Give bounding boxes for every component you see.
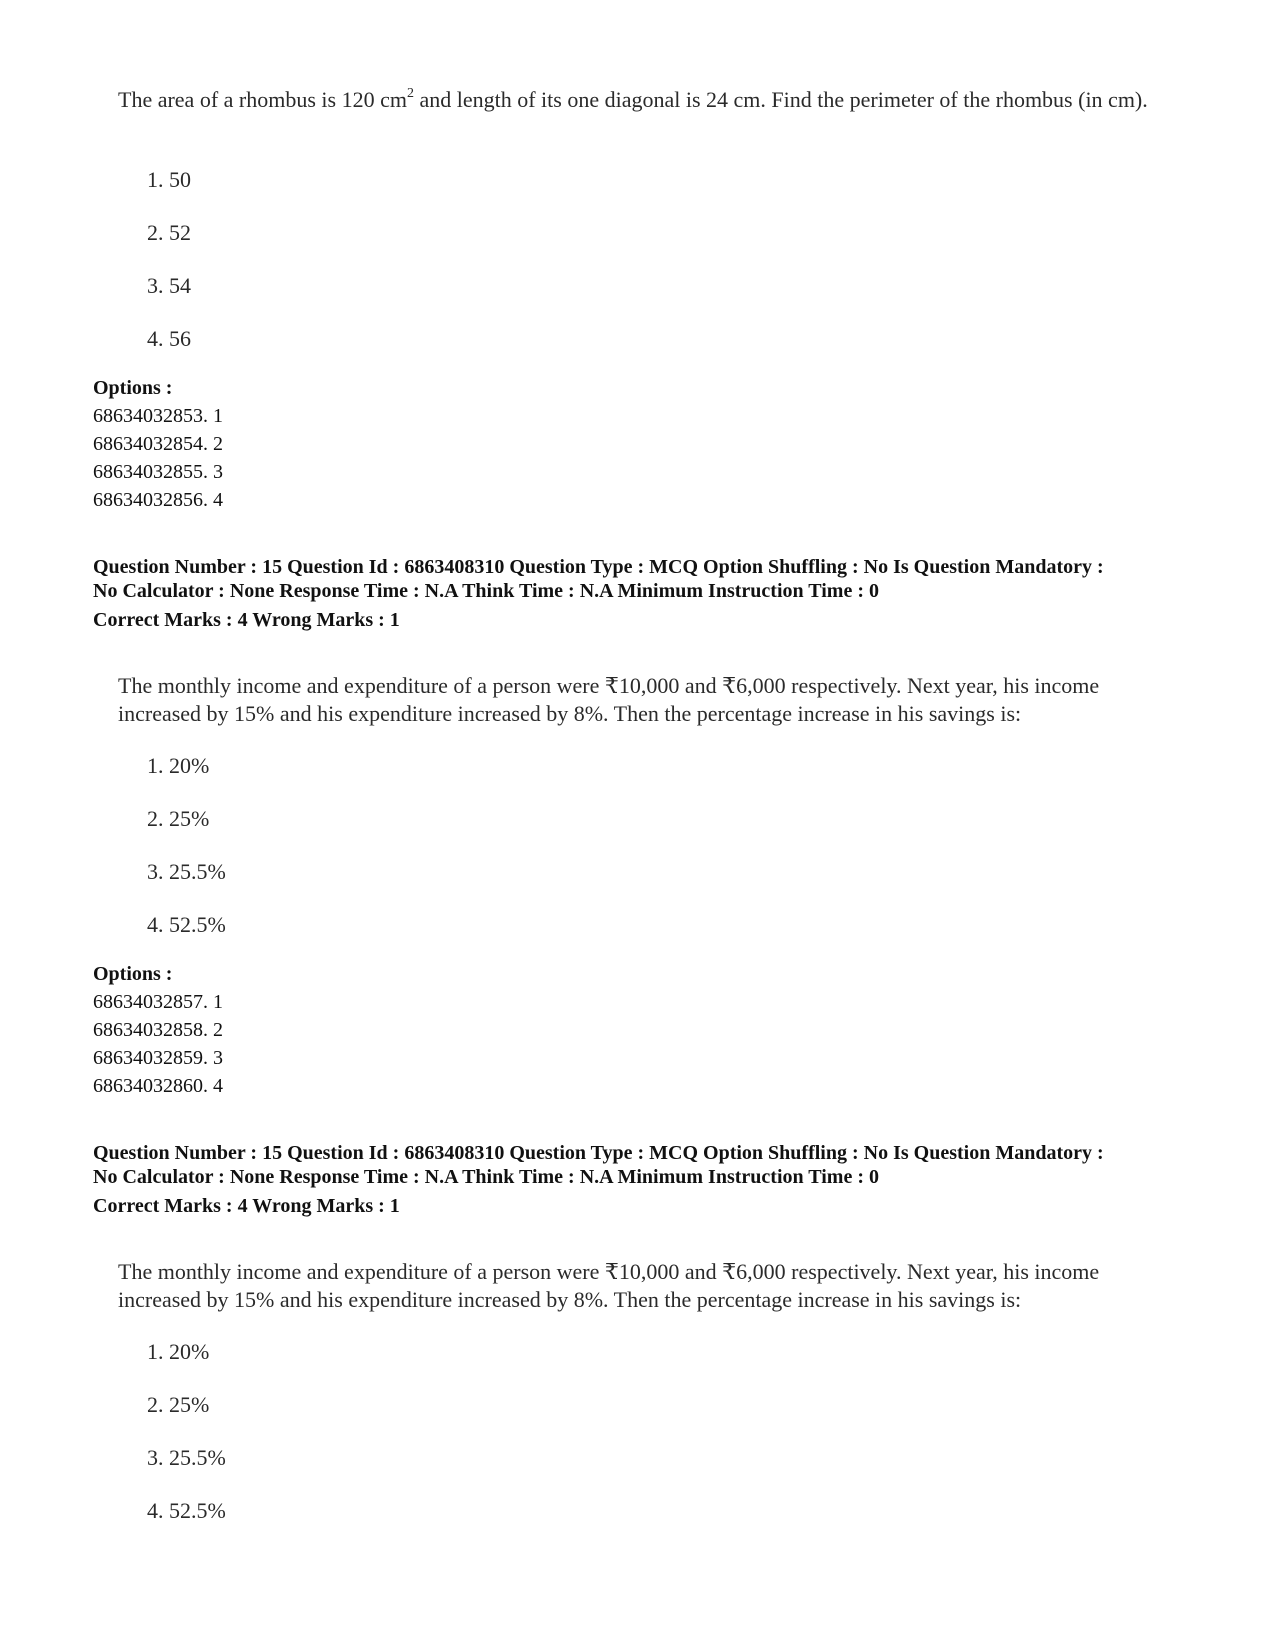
marks-line: Correct Marks : 4 Wrong Marks : 1 <box>93 609 400 631</box>
option-id-line: 68634032857. 1 <box>93 991 223 1013</box>
answer-choice-1: 1. 50 <box>147 167 191 192</box>
option-id-line: 68634032853. 1 <box>93 405 223 427</box>
superscript: 2 <box>406 86 414 101</box>
question-meta-line-2: No Calculator : None Response Time : N.A Think Time : N.A Minimum Instruction Time : 0 <box>93 1166 879 1188</box>
question-text-part: The area of a rhombus is 120 cm <box>118 87 407 112</box>
answer-choice-1: 1. 20% <box>147 1339 210 1364</box>
option-id-line: 68634032860. 4 <box>93 1075 223 1097</box>
option-id-line: 68634032856. 4 <box>93 489 223 511</box>
options-heading: Options : <box>93 377 173 399</box>
answer-choice-4: 4. 52.5% <box>147 912 226 937</box>
option-id-line: 68634032858. 2 <box>93 1019 223 1041</box>
question-text <box>118 86 1178 114</box>
question-text: The monthly income and expenditure of a person were ₹10,000 and ₹6,000 respectively. Next year, his income increased by 15% and his expenditure increased by 8%. Then the percentage increase in his savings is: <box>118 673 1100 726</box>
options-heading: Options : <box>93 963 173 985</box>
option-id-line: 68634032859. 3 <box>93 1047 223 1069</box>
answer-choice-3: 3. 25.5% <box>147 1445 226 1470</box>
answer-choice-4: 4. 56 <box>147 326 191 351</box>
option-id-line: 68634032854. 2 <box>93 433 223 455</box>
marks-line: Correct Marks : 4 Wrong Marks : 1 <box>93 1195 400 1217</box>
question-meta-line-1: Question Number : 15 Question Id : 6863408310 Question Type : MCQ Option Shuffling : No Is Question Mandatory : <box>93 556 1104 578</box>
answer-choice-3: 3. 25.5% <box>147 859 226 884</box>
answer-choice-2: 2. 25% <box>147 1392 210 1417</box>
answer-choice-2: 2. 52 <box>147 220 191 245</box>
answer-choice-3: 3. 54 <box>147 273 191 298</box>
option-id-line: 68634032855. 3 <box>93 461 223 483</box>
answer-choice-1: 1. 20% <box>147 753 210 778</box>
question-meta-line-1: Question Number : 15 Question Id : 6863408310 Question Type : MCQ Option Shuffling : No Is Question Mandatory : <box>93 1142 1104 1164</box>
answer-choice-4: 4. 52.5% <box>147 1498 226 1523</box>
question-text-part: and length of its one diagonal is 24 cm. Find the perimeter of the rhombus (in cm). <box>413 87 1148 112</box>
question-text: The monthly income and expenditure of a person were ₹10,000 and ₹6,000 respectively. Next year, his income increased by 15% and his expenditure increased by 8%. Then the percentage increase in his savings is: <box>118 1259 1100 1312</box>
question-meta-line-2: No Calculator : None Response Time : N.A Think Time : N.A Minimum Instruction Time : 0 <box>93 580 879 602</box>
answer-choice-2: 2. 25% <box>147 806 210 831</box>
